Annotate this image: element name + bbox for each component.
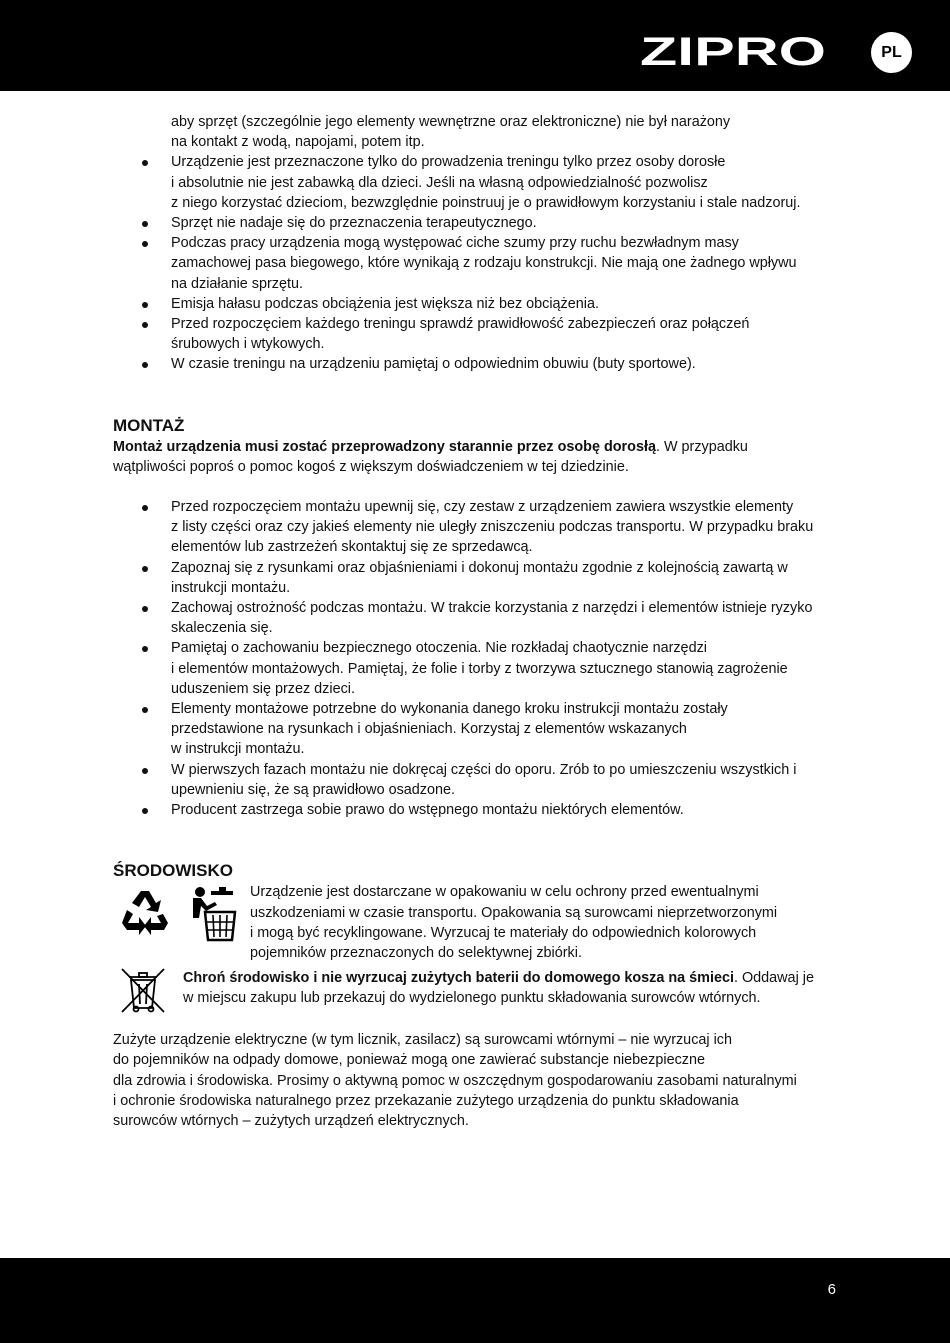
text-line: na działanie sprzętu. xyxy=(171,275,303,292)
text-line: pojemników przeznaczonych do selektywnej zbiórki. xyxy=(250,944,582,961)
environment-heading: ŚRODOWISKO xyxy=(113,861,233,881)
list-item xyxy=(113,598,841,638)
list-item xyxy=(113,152,841,213)
text-line: aby sprzęt (szczególnie jego elementy wewnętrzne oraz elektroniczne) nie był narażony xyxy=(171,114,731,130)
text-line: śrubowych i wtykowych. xyxy=(171,336,325,353)
text-line: Urządzenie jest dostarczane w opakowaniu w celu ochrony przed ewentualnymi xyxy=(250,884,759,901)
text-line: uszkodzeniami w czasie transportu. Opakowania są surowcami nieprzetworzonymi xyxy=(250,904,778,921)
montaz-lead xyxy=(113,437,841,457)
text-line: w miejscu zakupu lub przekazuj do wydzielonego punktu składowania surowców wtórnych. xyxy=(183,990,761,1007)
logo-text: ZIPRO xyxy=(640,31,826,71)
text-line: Sprzęt nie nadaje się do przeznaczenia terapeutycznego. xyxy=(171,215,537,232)
list-item xyxy=(113,233,841,294)
page-content xyxy=(113,112,841,1131)
recycling-icons xyxy=(113,882,250,962)
text-line: Zapoznaj się z rysunkami oraz objaśnieniami i dokonuj montażu zgodnie z kolejnością zawartą w xyxy=(171,559,788,576)
montaz-lead-rest: . W przypadku xyxy=(655,438,748,455)
list-item xyxy=(113,294,841,314)
list-item xyxy=(113,213,841,233)
text-line: Przed rozpoczęciem każdego treningu sprawdź prawidłowość zabezpieczeń oraz połączeń xyxy=(171,316,750,333)
battery-text xyxy=(183,968,814,1018)
intro-continuation xyxy=(113,112,841,152)
zipro-logo xyxy=(640,31,828,71)
montaz-heading: MONTAŻ xyxy=(113,415,185,435)
text-line: i elementów montażowych. Pamiętaj, że folie i torby z tworzywa sztucznego stanowią zagrożenie xyxy=(171,660,788,677)
text-line: Zużyte urządzenie elektryczne (w tym licznik, zasilacz) są surowcami wtórnymi – nie wyrzucaj ich xyxy=(113,1032,732,1049)
text-line: na kontakt z wodą, napojami, potem itp. xyxy=(171,134,425,151)
list-item xyxy=(113,314,841,354)
text-line: surowców wtórnych – zużytych urządzeń elektrycznych. xyxy=(113,1112,469,1129)
disposal-paragraph xyxy=(113,1030,841,1131)
text-line: W pierwszych fazach montażu nie dokręcaj części do oporu. Zrób to po umieszczeniu wszystkich i xyxy=(171,761,797,778)
text-line: z niego korzystać dzieciom, bezwzględnie poinstruuj je o prawidłowym korzystaniu i stale nadzoruj. xyxy=(171,194,801,211)
text-line: i mogą być recyklingowane. Wyrzucaj te materiały do odpowiednich kolorowych xyxy=(250,924,757,941)
header-bar xyxy=(0,0,950,91)
trash-bin-person-icon xyxy=(187,884,237,942)
text-line: Producent zastrzega sobie prawo do wstępnego montażu niektórych elementów. xyxy=(171,802,684,819)
montaz-list xyxy=(113,497,841,820)
crossed-bin-icon xyxy=(119,966,167,1014)
text-line: Przed rozpoczęciem montażu upewnij się, czy zestaw z urządzeniem zawiera wszystkie elementy xyxy=(171,499,794,516)
packaging-block xyxy=(113,882,841,963)
text-line: Elementy montażowe potrzebne do wykonania danego kroku instrukcji montażu zostały xyxy=(171,701,728,718)
text-line: skaleczenia się. xyxy=(171,620,273,637)
recycle-icon xyxy=(119,888,171,938)
text-line: w instrukcji montażu. xyxy=(171,741,305,758)
battery-block xyxy=(113,968,841,1018)
list-item xyxy=(113,760,841,800)
list-item xyxy=(113,699,841,760)
language-badge: PL xyxy=(871,32,912,73)
packaging-text xyxy=(250,882,840,963)
text-line: Podczas pracy urządzenia mogą występować ciche szumy przy ruchu bezwładnym masy xyxy=(171,235,739,252)
text-line: Zachowaj ostrożność podczas montażu. W trakcie korzystania z narzędzi i elementów istnieje ryzyko xyxy=(171,600,813,617)
intro-list xyxy=(113,152,841,374)
text-line: z listy części oraz czy jakieś elementy nie uległy zniszczeniu podczas transportu. W przypadku braku xyxy=(171,519,814,536)
text-line: zamachowej pasa biegowego, które wynikają z rodzaju konstrukcji. Nie mają one żadnego wpływu xyxy=(171,255,797,272)
text-line: Pamiętaj o zachowaniu bezpiecznego otoczenia. Nie rozkładaj chaotycznie narzędzi xyxy=(171,640,707,657)
list-item xyxy=(113,800,841,820)
montaz-lead-bold: Montaż urządzenia musi zostać przeprowadzony starannie przez osobę dorosłą xyxy=(113,438,656,455)
list-item xyxy=(113,638,841,699)
footer-bar xyxy=(0,1258,950,1343)
text-line: i absolutnie nie jest zabawką dla dzieci. Jeśli na własną odpowiedzialność pozwolisz xyxy=(171,174,708,191)
list-item xyxy=(113,558,841,598)
list-item xyxy=(113,354,841,374)
montaz-lead-line2: wątpliwości poproś o pomoc kogoś z większym doświadczeniem w tej dziedzinie. xyxy=(113,458,629,475)
text-line: dla zdrowia i środowiska. Prosimy o aktywną pomoc w oszczędnym gospodarowaniu zasobami naturalnymi xyxy=(113,1072,797,1089)
text-line: przedstawione na rysunkach i objaśnieniach. Korzystaj z elementów wskazanych xyxy=(171,721,687,738)
battery-rest: . Oddawaj je xyxy=(733,970,814,987)
weee-wrap xyxy=(113,968,183,1018)
list-item xyxy=(113,497,841,558)
text-line: instrukcji montażu. xyxy=(171,579,291,596)
text-line: upewnieniu się, że są prawidłowo osadzone. xyxy=(171,781,455,798)
text-line: Emisja hałasu podczas obciążenia jest większa niż bez obciążenia. xyxy=(171,295,599,312)
text-line: i ochronie środowiska naturalnego przez przekazanie zużytego urządzenia do punktu składowania xyxy=(113,1092,739,1109)
text-line: uduszeniem się przez dzieci. xyxy=(171,680,355,697)
page-number: 6 xyxy=(827,1281,836,1298)
text-line: Urządzenie jest przeznaczone tylko do prowadzenia treningu tylko przez osoby dorosłe xyxy=(171,154,726,171)
text-line: elementów lub zastrzeżeń skontaktuj się ze sprzedawcą. xyxy=(171,539,533,556)
text-line: do pojemników na odpady domowe, ponieważ mogą one zawierać substancje niebezpieczne xyxy=(113,1052,705,1069)
battery-bold: Chroń środowisko i nie wyrzucaj zużytych baterii do domowego kosza na śmieci xyxy=(183,970,734,987)
text-line: W czasie treningu na urządzeniu pamiętaj o odpowiednim obuwiu (buty sportowe). xyxy=(171,356,696,373)
